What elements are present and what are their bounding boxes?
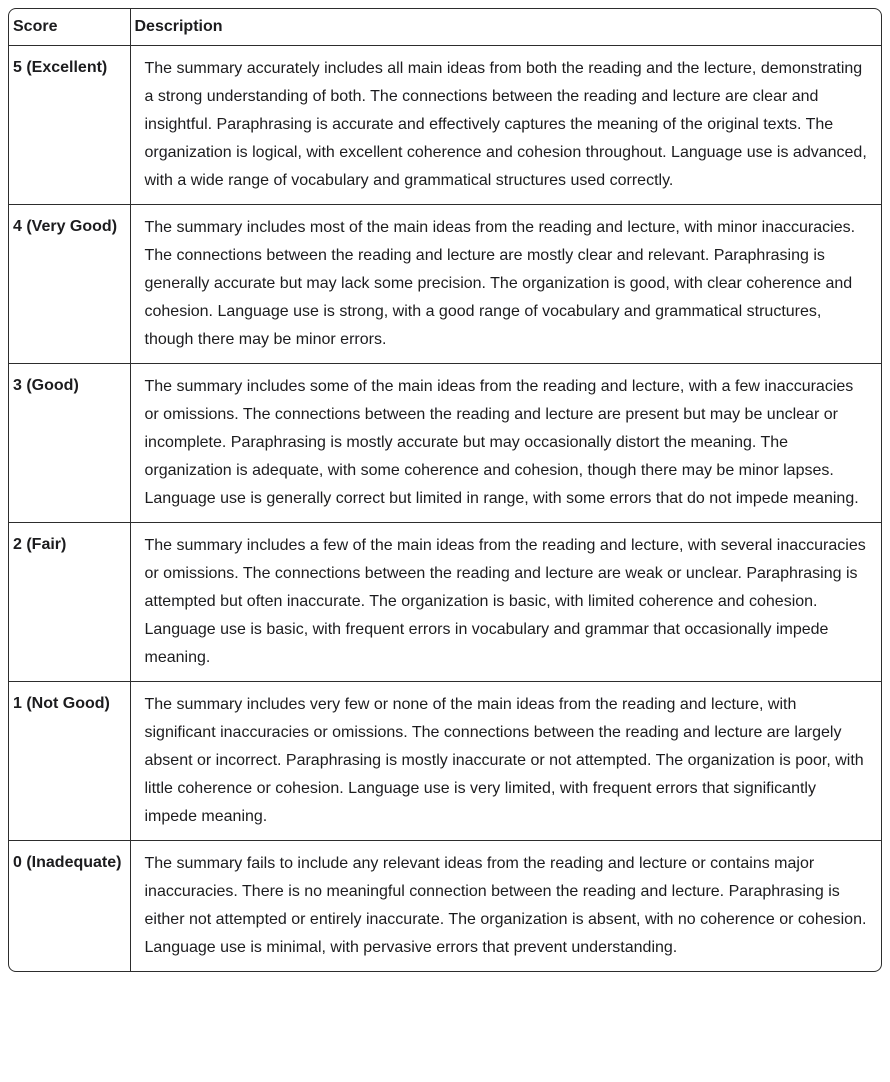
score-cell: 4 (Very Good) xyxy=(9,205,130,364)
table-row xyxy=(9,841,881,972)
column-header-score: Score xyxy=(9,9,130,46)
score-cell: 1 (Not Good) xyxy=(9,682,130,841)
table-row xyxy=(9,364,881,523)
description-cell: The summary accurately includes all main ideas from both the reading and the lecture, demonstrating a strong understanding of both. The connections between the reading and lecture are clear and insightful. Paraphrasing is accurate and effectively captures the meaning of the original texts. The organization is logical, with excellent coherence and cohesion throughout. Language use is advanced, with a wide range of vocabulary and grammatical structures used correctly. xyxy=(130,46,881,205)
rubric-table-container xyxy=(8,8,882,972)
score-cell: 3 (Good) xyxy=(9,364,130,523)
score-cell: 2 (Fair) xyxy=(9,523,130,682)
description-cell: The summary fails to include any relevant ideas from the reading and lecture or contains major inaccuracies. There is no meaningful connection between the reading and lecture. Paraphrasing is either not attempted or entirely inaccurate. The organization is absent, with no coherence or cohesion. Language use is minimal, with pervasive errors that prevent understanding. xyxy=(144,855,867,956)
description-cell: The summary includes a few of the main ideas from the reading and lecture, with several inaccuracies or omissions. The connections between the reading and lecture are weak or unclear. Paraphrasing is attempted but often inaccurate. The organization is basic, with limited coherence and cohesion. Language use is basic, with frequent errors in vocabulary and grammar that occasionally impede meaning. xyxy=(130,523,881,682)
description-cell: The summary includes some of the main ideas from the reading and lecture, with a few inaccuracies or omissions. The connections between the reading and lecture are present but may be unclear or incomplete. Paraphrasing is mostly accurate but may occasionally distort the meaning. The organization is adequate, with some coherence and cohesion, though there may be minor lapses. Language use is generally correct but limited in range, with some errors that do not impede meaning. xyxy=(130,364,881,523)
table-row xyxy=(9,205,881,364)
table-row xyxy=(9,682,881,841)
table-header-row xyxy=(9,9,881,46)
table-row xyxy=(9,523,881,682)
description-cell: The summary includes very few or none of the main ideas from the reading and lecture, with significant inaccuracies or omissions. The connections between the reading and lecture are largely absent or incorrect. Paraphrasing is mostly inaccurate or not attempted. The organization is poor, with little coherence or cohesion. Language use is very limited, with frequent errors that significantly impede meaning. xyxy=(130,682,881,841)
column-header-description: Description xyxy=(130,9,881,46)
rubric-table xyxy=(9,9,881,971)
score-cell: 5 (Excellent) xyxy=(9,46,130,205)
score-cell: 0 (Inadequate) xyxy=(9,841,130,972)
table-row xyxy=(9,46,881,205)
description-cell: The summary includes most of the main ideas from the reading and lecture, with minor inaccuracies. The connections between the reading and lecture are mostly clear and relevant. Paraphrasing is generally accurate but may lack some precision. The organization is good, with clear coherence and cohesion. Language use is strong, with a good range of vocabulary and grammatical structures, though there may be minor errors. xyxy=(130,205,881,364)
